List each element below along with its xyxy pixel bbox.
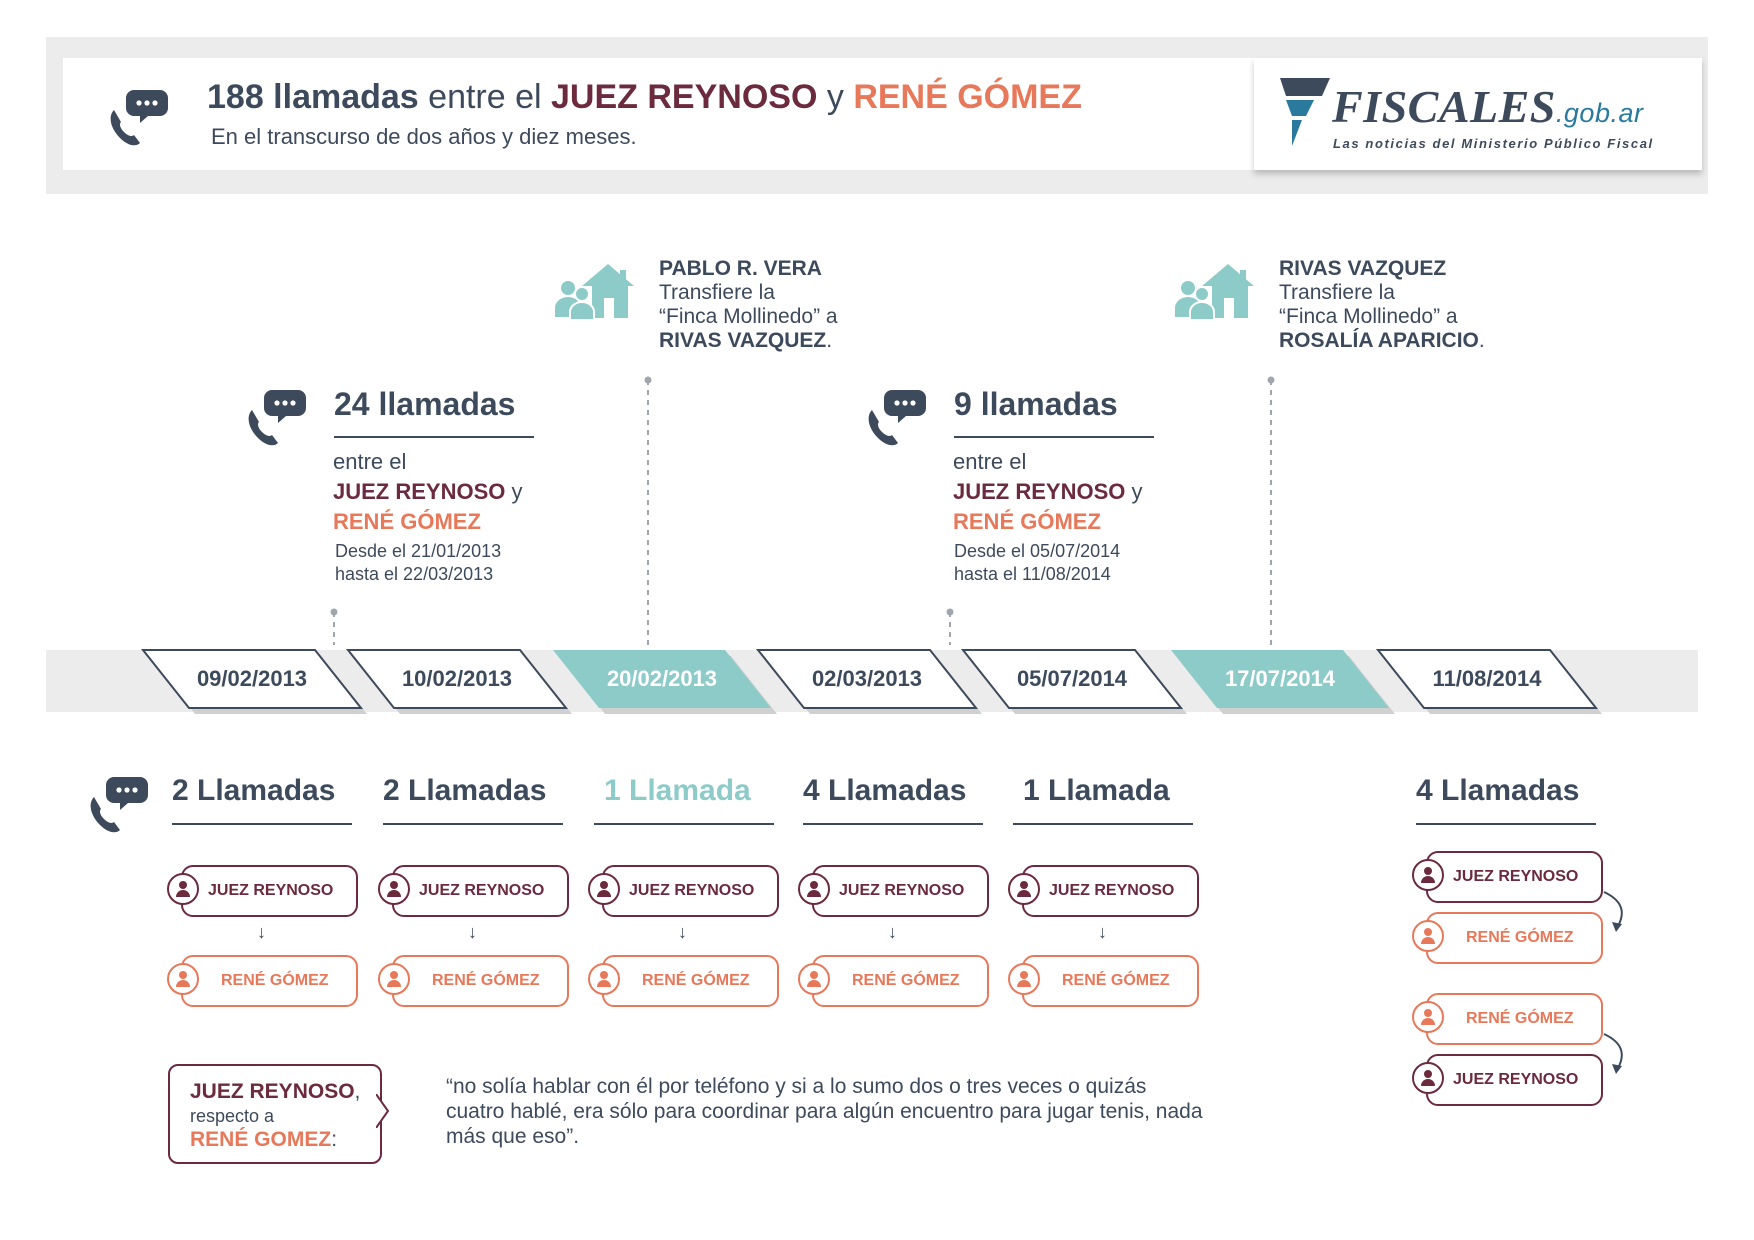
daily-call-2-caller: JUEZ REYNOSO xyxy=(419,882,545,899)
daily-call-4-count: 4 Llamadas xyxy=(803,774,967,807)
call-block-1-persons xyxy=(333,479,523,505)
call-block-2-from-date: Desde el 05/07/2014 xyxy=(954,541,1121,561)
daily-call-1-caller: JUEZ REYNOSO xyxy=(208,882,334,899)
event-2-to: ROSALÍA APARICIO xyxy=(1279,329,1479,352)
call-block-2-title: 9 llamadas xyxy=(954,386,1118,422)
header-person-b: RENÉ GÓMEZ xyxy=(853,78,1082,116)
daily-call-2-receiver: RENÉ GÓMEZ xyxy=(432,972,540,989)
last-call-pair-2-second-box xyxy=(1426,1054,1603,1106)
person-icon xyxy=(805,879,823,897)
daily-call-1-receiver: RENÉ GÓMEZ xyxy=(221,972,329,989)
call-block-2-underline xyxy=(954,436,1154,438)
call-block-1-between: entre el xyxy=(333,449,407,474)
daily-call-2-caller-box xyxy=(392,865,569,917)
header-between: entre el xyxy=(428,78,542,116)
person-icon xyxy=(595,969,613,987)
event-2-end: . xyxy=(1478,329,1485,352)
event-1-to: RIVAS VAZQUEZ xyxy=(659,329,827,352)
date-label-3: 20/02/2013 xyxy=(606,666,718,691)
last-call-pair-1-second: RENÉ GÓMEZ xyxy=(1466,929,1574,946)
daily-call-4-arrow: ↓ xyxy=(888,922,897,942)
person-icon xyxy=(174,879,192,897)
connector-dot xyxy=(645,377,652,384)
daily-call-4-caller-box xyxy=(812,865,989,917)
header-and: y xyxy=(826,78,844,116)
curved-arrow-icon xyxy=(1600,888,1640,934)
person-icon xyxy=(385,879,403,897)
daily-call-4-underline xyxy=(803,823,983,825)
connector-dot xyxy=(947,609,954,616)
daily-call-3-count: 1 Llamada xyxy=(604,774,751,807)
call-block-1-person-a: JUEZ REYNOSO xyxy=(333,479,506,504)
date-label-6: 17/07/2014 xyxy=(1224,666,1336,691)
event-1-line1: Transfiere la xyxy=(659,281,775,304)
quote-text: “no solía hablar con él por teléfono y si a lo sumo dos o tres veces o quizás cuatro hablé, era sólo para coordinar para algún encuentro para jugar tenis, nada más que eso”. xyxy=(446,1075,1203,1148)
date-label-2: 10/02/2013 xyxy=(401,666,513,691)
call-block-2-persons xyxy=(953,479,1143,505)
quote-regarding: respecto a xyxy=(190,1106,275,1126)
call-block-1-and: y xyxy=(511,479,523,504)
person-icon xyxy=(1419,1007,1437,1025)
header-person-a: JUEZ REYNOSO xyxy=(551,78,818,116)
connector-dot xyxy=(1268,377,1275,384)
logo-suffix: .gob.ar xyxy=(1555,98,1644,128)
call-block-1-underline xyxy=(334,436,534,438)
last-call-pair-1-second-box xyxy=(1426,912,1603,964)
daily-call-3-underline xyxy=(594,823,774,825)
person-icon xyxy=(1419,1068,1437,1086)
person-icon xyxy=(1015,879,1033,897)
person-icon xyxy=(1419,926,1437,944)
daily-call-2-count: 2 Llamadas xyxy=(383,774,547,807)
call-block-2-person-a: JUEZ REYNOSO xyxy=(953,479,1126,504)
person-icon xyxy=(595,879,613,897)
header-subtitle: En el transcurso de dos años y diez meses. xyxy=(211,124,637,149)
call-block-2-and: y xyxy=(1131,479,1143,504)
daily-call-1-receiver-box xyxy=(181,955,358,1007)
daily-call-1-underline xyxy=(172,823,352,825)
date-label-7: 11/08/2014 xyxy=(1432,666,1542,691)
daily-call-3-receiver-box xyxy=(602,955,779,1007)
logo-main-text: FISCALES xyxy=(1332,81,1556,132)
quote-box-pointer xyxy=(376,1094,390,1128)
daily-call-5-receiver-box xyxy=(1022,955,1199,1007)
date-label-5: 05/07/2014 xyxy=(1016,666,1128,691)
last-call-pair-2-first: RENÉ GÓMEZ xyxy=(1466,1010,1574,1027)
event-1-end: . xyxy=(826,329,833,352)
last-call-pair-2-second: JUEZ REYNOSO xyxy=(1453,1071,1579,1088)
last-call-pair-1-first-box xyxy=(1426,851,1603,903)
daily-call-5-caller: JUEZ REYNOSO xyxy=(1049,882,1175,899)
date-label-1: 09/02/2013 xyxy=(196,666,308,691)
quote-speaker-end: , xyxy=(354,1080,361,1103)
curved-arrow-icon xyxy=(1600,1030,1640,1076)
last-call-pair-1-first: JUEZ REYNOSO xyxy=(1453,868,1579,885)
daily-call-2-arrow: ↓ xyxy=(468,922,477,942)
last-call-pair-2-first-box xyxy=(1426,993,1603,1045)
daily-call-2-underline xyxy=(383,823,563,825)
daily-call-1-arrow: ↓ xyxy=(257,922,266,942)
person-icon xyxy=(174,969,192,987)
phone-chat-icon xyxy=(246,388,306,446)
header-call-count: 188 llamadas xyxy=(207,78,419,116)
daily-call-5-arrow: ↓ xyxy=(1098,922,1107,942)
last-call-count: 4 Llamadas xyxy=(1416,774,1580,807)
event-2-line1: Transfiere la xyxy=(1279,281,1395,304)
call-block-2-between: entre el xyxy=(953,449,1027,474)
phone-chat-icon xyxy=(88,775,148,833)
phone-chat-icon xyxy=(866,388,926,446)
daily-call-2-receiver-box xyxy=(392,955,569,1007)
quote-subject: RENÉ GOMEZ xyxy=(190,1128,332,1151)
daily-call-4-receiver: RENÉ GÓMEZ xyxy=(852,972,960,989)
call-block-2-to-date: hasta el 11/08/2014 xyxy=(954,564,1111,584)
daily-call-5-count: 1 Llamada xyxy=(1023,774,1170,807)
daily-call-3-receiver: RENÉ GÓMEZ xyxy=(642,972,750,989)
daily-call-4-receiver-box xyxy=(812,955,989,1007)
daily-call-1-caller-box xyxy=(181,865,358,917)
quote-speaker: JUEZ REYNOSO xyxy=(190,1080,355,1103)
daily-call-5-underline xyxy=(1013,823,1193,825)
event-1-line2: “Finca Mollinedo” a xyxy=(659,305,838,328)
person-icon xyxy=(1015,969,1033,987)
call-block-1-from-date: Desde el 21/01/2013 xyxy=(335,541,502,561)
date-label-4: 02/03/2013 xyxy=(811,666,923,691)
event-1-from: PABLO R. VERA xyxy=(659,257,822,280)
daily-call-3-arrow: ↓ xyxy=(678,922,687,942)
daily-call-4-caller: JUEZ REYNOSO xyxy=(839,882,965,899)
call-block-2-person-b: RENÉ GÓMEZ xyxy=(953,509,1101,534)
daily-call-5-receiver: RENÉ GÓMEZ xyxy=(1062,972,1170,989)
call-block-1-person-b: RENÉ GÓMEZ xyxy=(333,509,481,534)
daily-call-1-count: 2 Llamadas xyxy=(172,774,336,807)
event-2-from: RIVAS VAZQUEZ xyxy=(1279,257,1447,280)
daily-call-3-caller-box xyxy=(602,865,779,917)
call-block-1-title: 24 llamadas xyxy=(334,386,516,422)
event-2-line2: “Finca Mollinedo” a xyxy=(1279,305,1458,328)
person-icon xyxy=(385,969,403,987)
person-icon xyxy=(805,969,823,987)
connector-dot xyxy=(331,609,338,616)
quote-subject-end: : xyxy=(331,1128,338,1151)
call-block-1-to-date: hasta el 22/03/2013 xyxy=(335,564,494,584)
quote-speaker-label xyxy=(190,1080,360,1152)
last-call-underline xyxy=(1416,823,1596,825)
logo-tagline: Las noticias del Ministerio Público Fiscal xyxy=(1333,136,1654,151)
daily-call-3-caller: JUEZ REYNOSO xyxy=(629,882,755,899)
daily-call-5-caller-box xyxy=(1022,865,1199,917)
person-icon xyxy=(1419,865,1437,883)
